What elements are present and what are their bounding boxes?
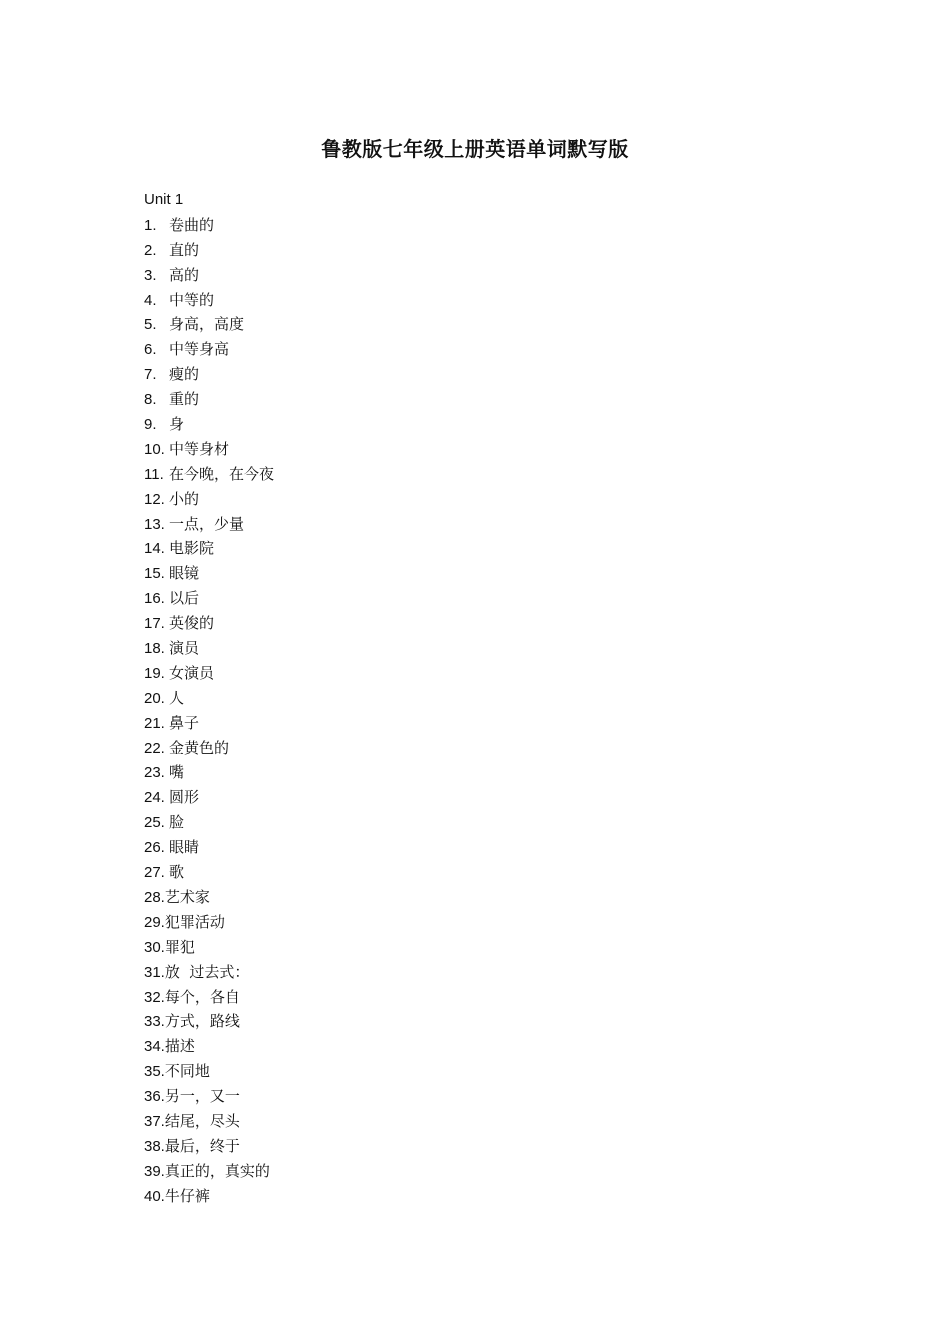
list-item <box>144 636 804 661</box>
item-text: 一点，少量 <box>169 514 245 533</box>
item-text: 结尾，尽头 <box>164 1111 240 1130</box>
item-number: 16. <box>144 590 165 608</box>
list-item <box>144 512 804 537</box>
item-number: 9. <box>144 416 157 434</box>
item-text: 眼睛 <box>169 838 200 857</box>
item-number: 18. <box>144 640 165 658</box>
item-text: 艺术家 <box>164 887 210 906</box>
list-item <box>144 785 804 810</box>
item-number: 7. <box>144 366 157 384</box>
list-item <box>144 1159 804 1184</box>
item-text: 鼻子 <box>169 713 200 732</box>
item-text: 圆形 <box>169 788 200 807</box>
list-item <box>144 835 804 860</box>
list-item <box>144 412 804 437</box>
list-item <box>144 736 804 761</box>
item-number: 10. <box>144 440 165 458</box>
list-item <box>144 1034 804 1059</box>
list-item <box>144 985 804 1010</box>
item-text: 中等身高 <box>169 340 230 359</box>
item-number: 40. <box>144 1187 165 1205</box>
item-number: 13. <box>144 515 165 533</box>
item-text: 方式，路线 <box>164 1012 240 1031</box>
item-number: 32. <box>144 988 165 1006</box>
item-number: 30. <box>144 938 165 956</box>
item-number: 24. <box>144 789 165 807</box>
item-text: 在今晚，在今夜 <box>169 464 275 483</box>
list-item <box>144 1134 804 1159</box>
list-item <box>144 810 804 835</box>
document-body <box>144 188 804 1209</box>
item-text: 瘦的 <box>169 365 200 384</box>
item-number: 6. <box>144 341 157 359</box>
list-item <box>144 387 804 412</box>
list-item <box>144 1084 804 1109</box>
item-number: 8. <box>144 391 157 409</box>
list-item <box>144 686 804 711</box>
item-text: 每个，各自 <box>164 987 240 1006</box>
item-number: 38. <box>144 1137 165 1155</box>
list-item <box>144 960 804 985</box>
item-text: 卷曲的 <box>169 215 215 234</box>
item-text: 直的 <box>169 240 200 259</box>
item-text: 身高，高度 <box>169 315 245 334</box>
item-text: 嘴 <box>169 763 185 782</box>
item-number: 19. <box>144 664 165 682</box>
list-item <box>144 462 804 487</box>
item-text: 牛仔裤 <box>164 1186 210 1205</box>
item-text: 歌 <box>169 863 185 882</box>
item-number: 11. <box>144 465 164 483</box>
list-item <box>144 437 804 462</box>
item-text: 放 过去式： <box>164 962 250 981</box>
item-text: 英俊的 <box>169 614 215 633</box>
item-text: 罪犯 <box>164 937 195 956</box>
item-number: 34. <box>144 1038 165 1056</box>
item-number: 17. <box>144 615 165 633</box>
item-number: 22. <box>144 739 165 757</box>
item-number: 26. <box>144 839 165 857</box>
item-number: 21. <box>144 714 165 732</box>
item-number: 37. <box>144 1112 165 1130</box>
list-item <box>144 611 804 636</box>
item-text: 金黄色的 <box>169 738 230 757</box>
item-number: 39. <box>144 1162 165 1180</box>
list-item <box>144 312 804 337</box>
item-text: 演员 <box>169 639 200 658</box>
item-number: 15. <box>144 565 165 583</box>
item-number: 23. <box>144 764 165 782</box>
list-item <box>144 1009 804 1034</box>
list-item <box>144 561 804 586</box>
item-text: 身 <box>169 415 185 434</box>
list-item <box>144 337 804 362</box>
item-number: 27. <box>144 864 165 882</box>
item-number: 5. <box>144 316 157 334</box>
item-text: 最后，终于 <box>164 1136 240 1155</box>
item-text: 另一，又一 <box>164 1087 240 1106</box>
item-text: 脸 <box>169 813 185 832</box>
item-number: 14. <box>144 540 165 558</box>
item-number: 12. <box>144 490 165 508</box>
item-text: 人 <box>169 688 185 707</box>
item-number: 35. <box>144 1063 165 1081</box>
list-item <box>144 711 804 736</box>
item-text: 描述 <box>164 1037 195 1056</box>
item-text: 小的 <box>169 489 200 508</box>
item-number: 28. <box>144 888 165 906</box>
list-item <box>144 1184 804 1209</box>
list-item <box>144 263 804 288</box>
item-number: 20. <box>144 689 165 707</box>
item-text: 高的 <box>169 265 200 284</box>
list-item <box>144 288 804 313</box>
item-number: 36. <box>144 1088 165 1106</box>
list-item <box>144 661 804 686</box>
item-number: 31. <box>144 963 165 981</box>
list-item <box>144 213 804 238</box>
list-item <box>144 910 804 935</box>
item-text: 电影院 <box>169 539 215 558</box>
unit-heading: Unit 1 <box>144 191 184 208</box>
list-item <box>144 860 804 885</box>
item-text: 不同地 <box>164 1062 210 1081</box>
item-number: 4. <box>144 291 157 309</box>
list-item <box>144 362 804 387</box>
list-item <box>144 760 804 785</box>
list-item <box>144 1059 804 1084</box>
list-item <box>144 1109 804 1134</box>
item-text: 重的 <box>169 390 200 409</box>
list-item <box>144 586 804 611</box>
item-text: 中等身材 <box>169 439 230 458</box>
item-text: 真正的，真实的 <box>164 1161 270 1180</box>
item-number: 1. <box>144 216 157 234</box>
item-text: 中等的 <box>169 290 215 309</box>
list-item <box>144 536 804 561</box>
list-item <box>144 487 804 512</box>
document-title: 鲁教版七年级上册英语单词默写版 <box>321 137 629 161</box>
item-number: 33. <box>144 1013 165 1031</box>
list-item <box>144 238 804 263</box>
list-item <box>144 935 804 960</box>
item-text: 以后 <box>169 589 200 608</box>
vocabulary-list <box>144 213 804 1209</box>
item-number: 25. <box>144 814 165 832</box>
item-number: 29. <box>144 913 165 931</box>
item-text: 眼镜 <box>169 564 200 583</box>
item-text: 女演员 <box>169 663 215 682</box>
list-item <box>144 885 804 910</box>
item-number: 2. <box>144 241 157 259</box>
item-number: 3. <box>144 266 157 284</box>
item-text: 犯罪活动 <box>164 912 225 931</box>
